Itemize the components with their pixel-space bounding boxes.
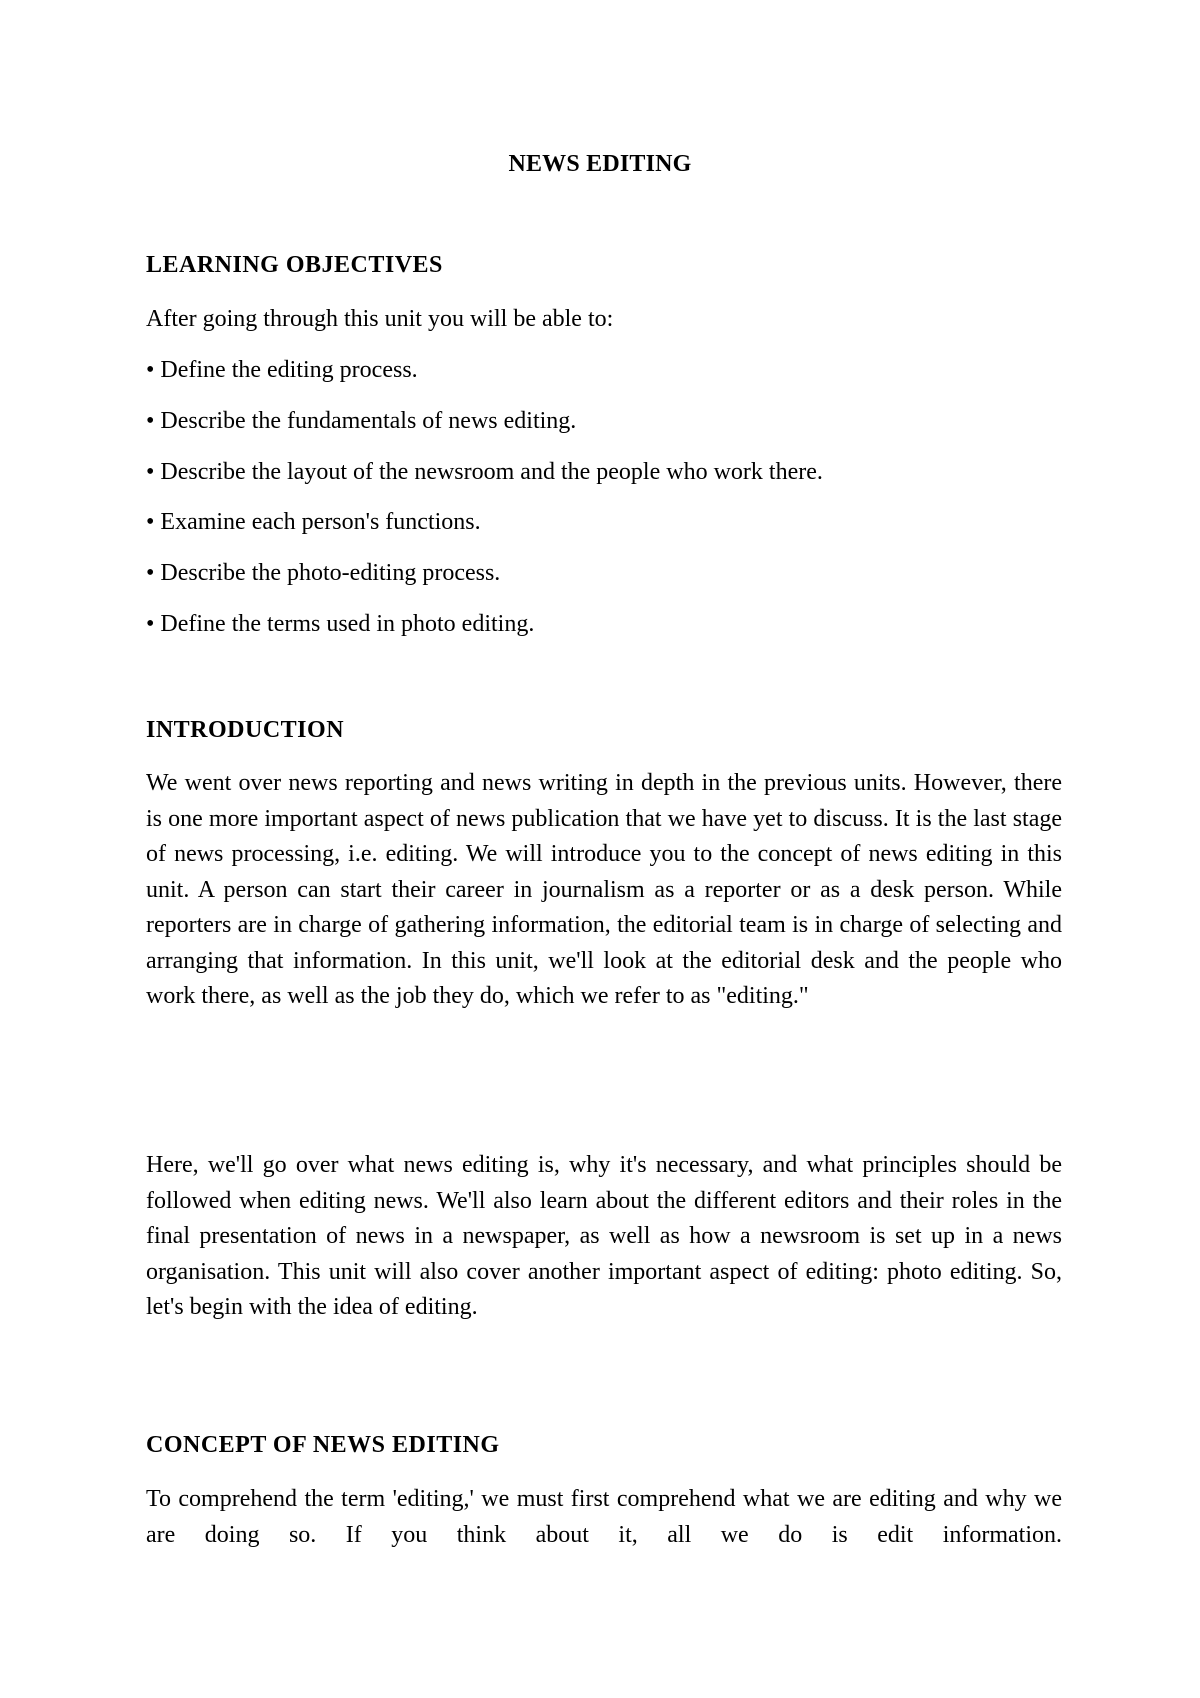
learning-objectives-heading: LEARNING OBJECTIVES (146, 252, 443, 278)
objective-item: • Describe the photo-editing process. (146, 560, 501, 586)
page-title: NEWS EDITING (508, 151, 692, 177)
introduction-paragraph-2: Here, we'll go over what news editing is, why it's necessary, and what principles should be followed when editing news. We'll also learn about the different editors and their roles in the final presentation of news in a newspaper, as well as how a newsroom is set up in a news organisation. This unit will also cover another important aspect of editing: photo editing. So, let's begin with the idea of editing. (146, 1152, 1062, 1320)
objective-item: • Define the editing process. (146, 357, 418, 383)
objective-item: • Describe the fundamentals of news editing. (146, 408, 577, 434)
introduction-heading: INTRODUCTION (146, 717, 345, 743)
objective-item: • Describe the layout of the newsroom and the people who work there. (146, 459, 823, 485)
concept-paragraph-1: To comprehend the term 'editing,' we must first comprehend what we are editing and why we are doing so. If you think about it, all we do is edit information. (146, 1486, 1062, 1548)
objective-item: • Examine each person's functions. (146, 509, 481, 535)
concept-heading: CONCEPT OF NEWS EDITING (146, 1432, 500, 1458)
introduction-paragraph-1: We went over news reporting and news writing in depth in the previous units. However, there is one more important aspect of news publication that we have yet to discuss. It is the last stage of news processing, i.e. editing. We will introduce you to the concept of news editing in this unit. A person can start their career in journalism as a reporter or as a desk person. While reporters are in charge of gathering information, the editorial team is in charge of selecting and arranging that information. In this unit, we'll look at the editorial desk and the people who work there, as well as the job they do, which we refer to as "editing." (146, 770, 1062, 1009)
objective-item: • Define the terms used in photo editing. (146, 611, 535, 637)
learning-objectives-intro: After going through this unit you will be able to: (146, 306, 614, 332)
